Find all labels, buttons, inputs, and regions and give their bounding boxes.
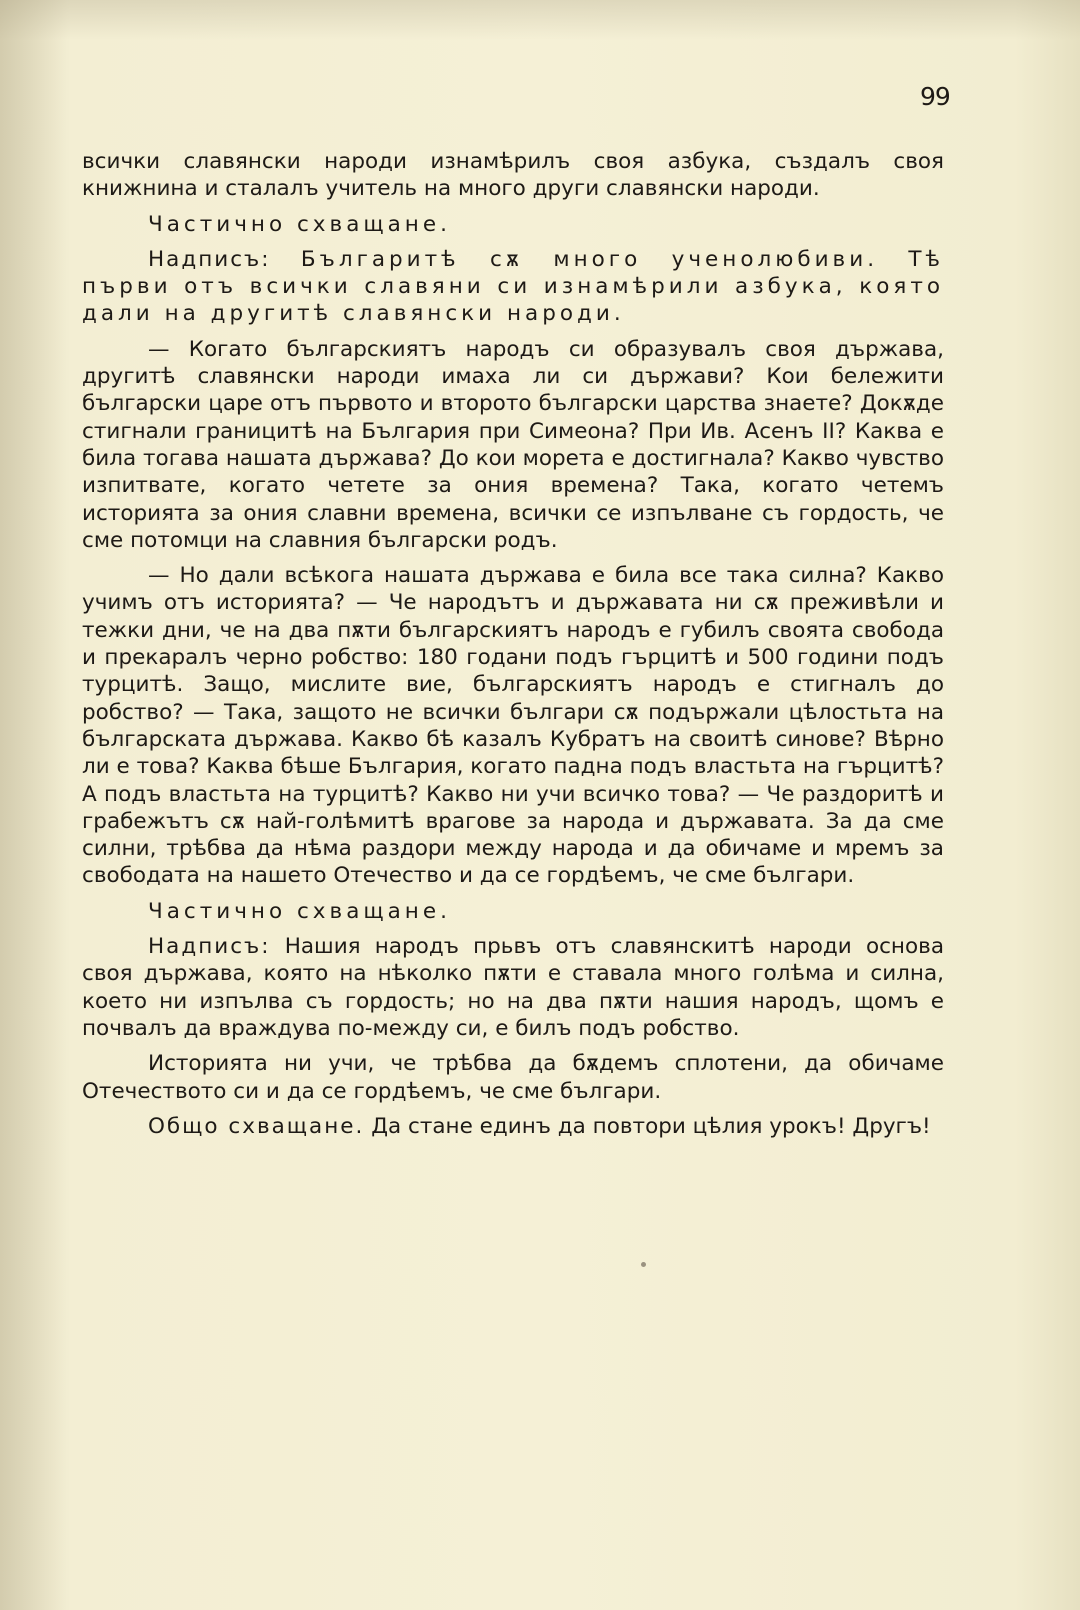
ink-speck	[641, 1262, 646, 1267]
inscription-label: Надписъ:	[148, 246, 271, 272]
scan-edge-shadow-top	[0, 0, 1080, 40]
paragraph-inscription-1	[82, 246, 944, 328]
scan-edge-shadow-left	[0, 0, 70, 1610]
inscription-text: Българитѣ сѫ много ученолюбиви. Тѣ първи отъ всички славяни си изнамѣрили азбука, която дали на другитѣ славянски народи.	[82, 246, 944, 327]
inscription-label: Надписъ:	[148, 934, 271, 960]
paragraph-history-lesson: Историята ни учи, че трѣбва да бѫдемъ сплотени, да обичаме Отечеството си и да се гордѣемъ, че сме българи.	[82, 1051, 944, 1104]
section-heading-partial-understanding-1: Частично схващане.	[148, 211, 451, 237]
general-understanding-label: Общо схващане.	[148, 1113, 365, 1139]
paragraph-questions-state: — Когато българскиятъ народъ си образувалъ своя държава, другитѣ славянски народи имаха ли си държави? Кои бележити български царе отъ първото и второто български царства знаете? Докѫде стигнали границитѣ на България при Симеона? При Ив. Асенъ II? Каква е била тогава нашата държава? До кои морета е достигнала? Какво чувство изпитвате, когато четете за ония времена? Така, когато четемъ историята за ония славни времена, всички се изпълване съ гордость, че сме потомци на славния български родъ.	[82, 336, 944, 553]
page-number: 99	[920, 82, 950, 111]
paragraph-inscription-2	[82, 933, 944, 1042]
paragraph-general-understanding	[82, 1113, 944, 1140]
paragraph-continuation: всички славянски народи изнамѣрилъ своя азбука, създалъ своя книжнина и сталалъ учитель на много други славянски народи.	[82, 149, 944, 202]
body-text	[82, 148, 944, 1148]
section-heading-partial-understanding-2: Частично схващане.	[148, 898, 451, 924]
general-understanding-text: Да стане единъ да повтори цѣлия урокъ! Другъ!	[364, 1113, 931, 1139]
inscription-text: Нашия народъ прьвъ отъ славянскитѣ народи основа своя държава, която на нѣколко пѫти е ставала много голѣма и силна, което ни изпълва съ гордость; но на два пѫти нашия народъ, щомъ е почвалъ да враждува по-между си, е билъ подъ робство.	[82, 934, 944, 1041]
paragraph-questions-slavery: — Но дали всѣкога нашата държава е била все така силна? Какво учимъ отъ историята? — Че народътъ и държавата ни сѫ преживѣли и тежки дни, че на два пѫти българскиятъ народъ е губилъ своята свобода и прекаралъ черно робство: 180 годани подъ гърцитѣ и 500 години подъ турцитѣ. Защо, мислите вие, българскиятъ народъ е стигналъ до робство? — Така, защото не всички българи сѫ подържали цѣлостьта на българската държава. Какво бѣ казалъ Кубратъ на своитѣ синове? Вѣрно ли е това? Каква бѣше България, когато падна подъ властьта на гърцитѣ? А подъ властьта на турцитѣ? Какво ни учи всичко това? — Че раздоритѣ и грабежътъ сѫ най-голѣмитѣ врагове за народа и държавата. За да сме силни, трѣбва да нѣма раздори между народа и да обичаме и мремъ за свободата на нашето Отечество и да се гордѣемъ, че сме българи.	[82, 563, 945, 889]
